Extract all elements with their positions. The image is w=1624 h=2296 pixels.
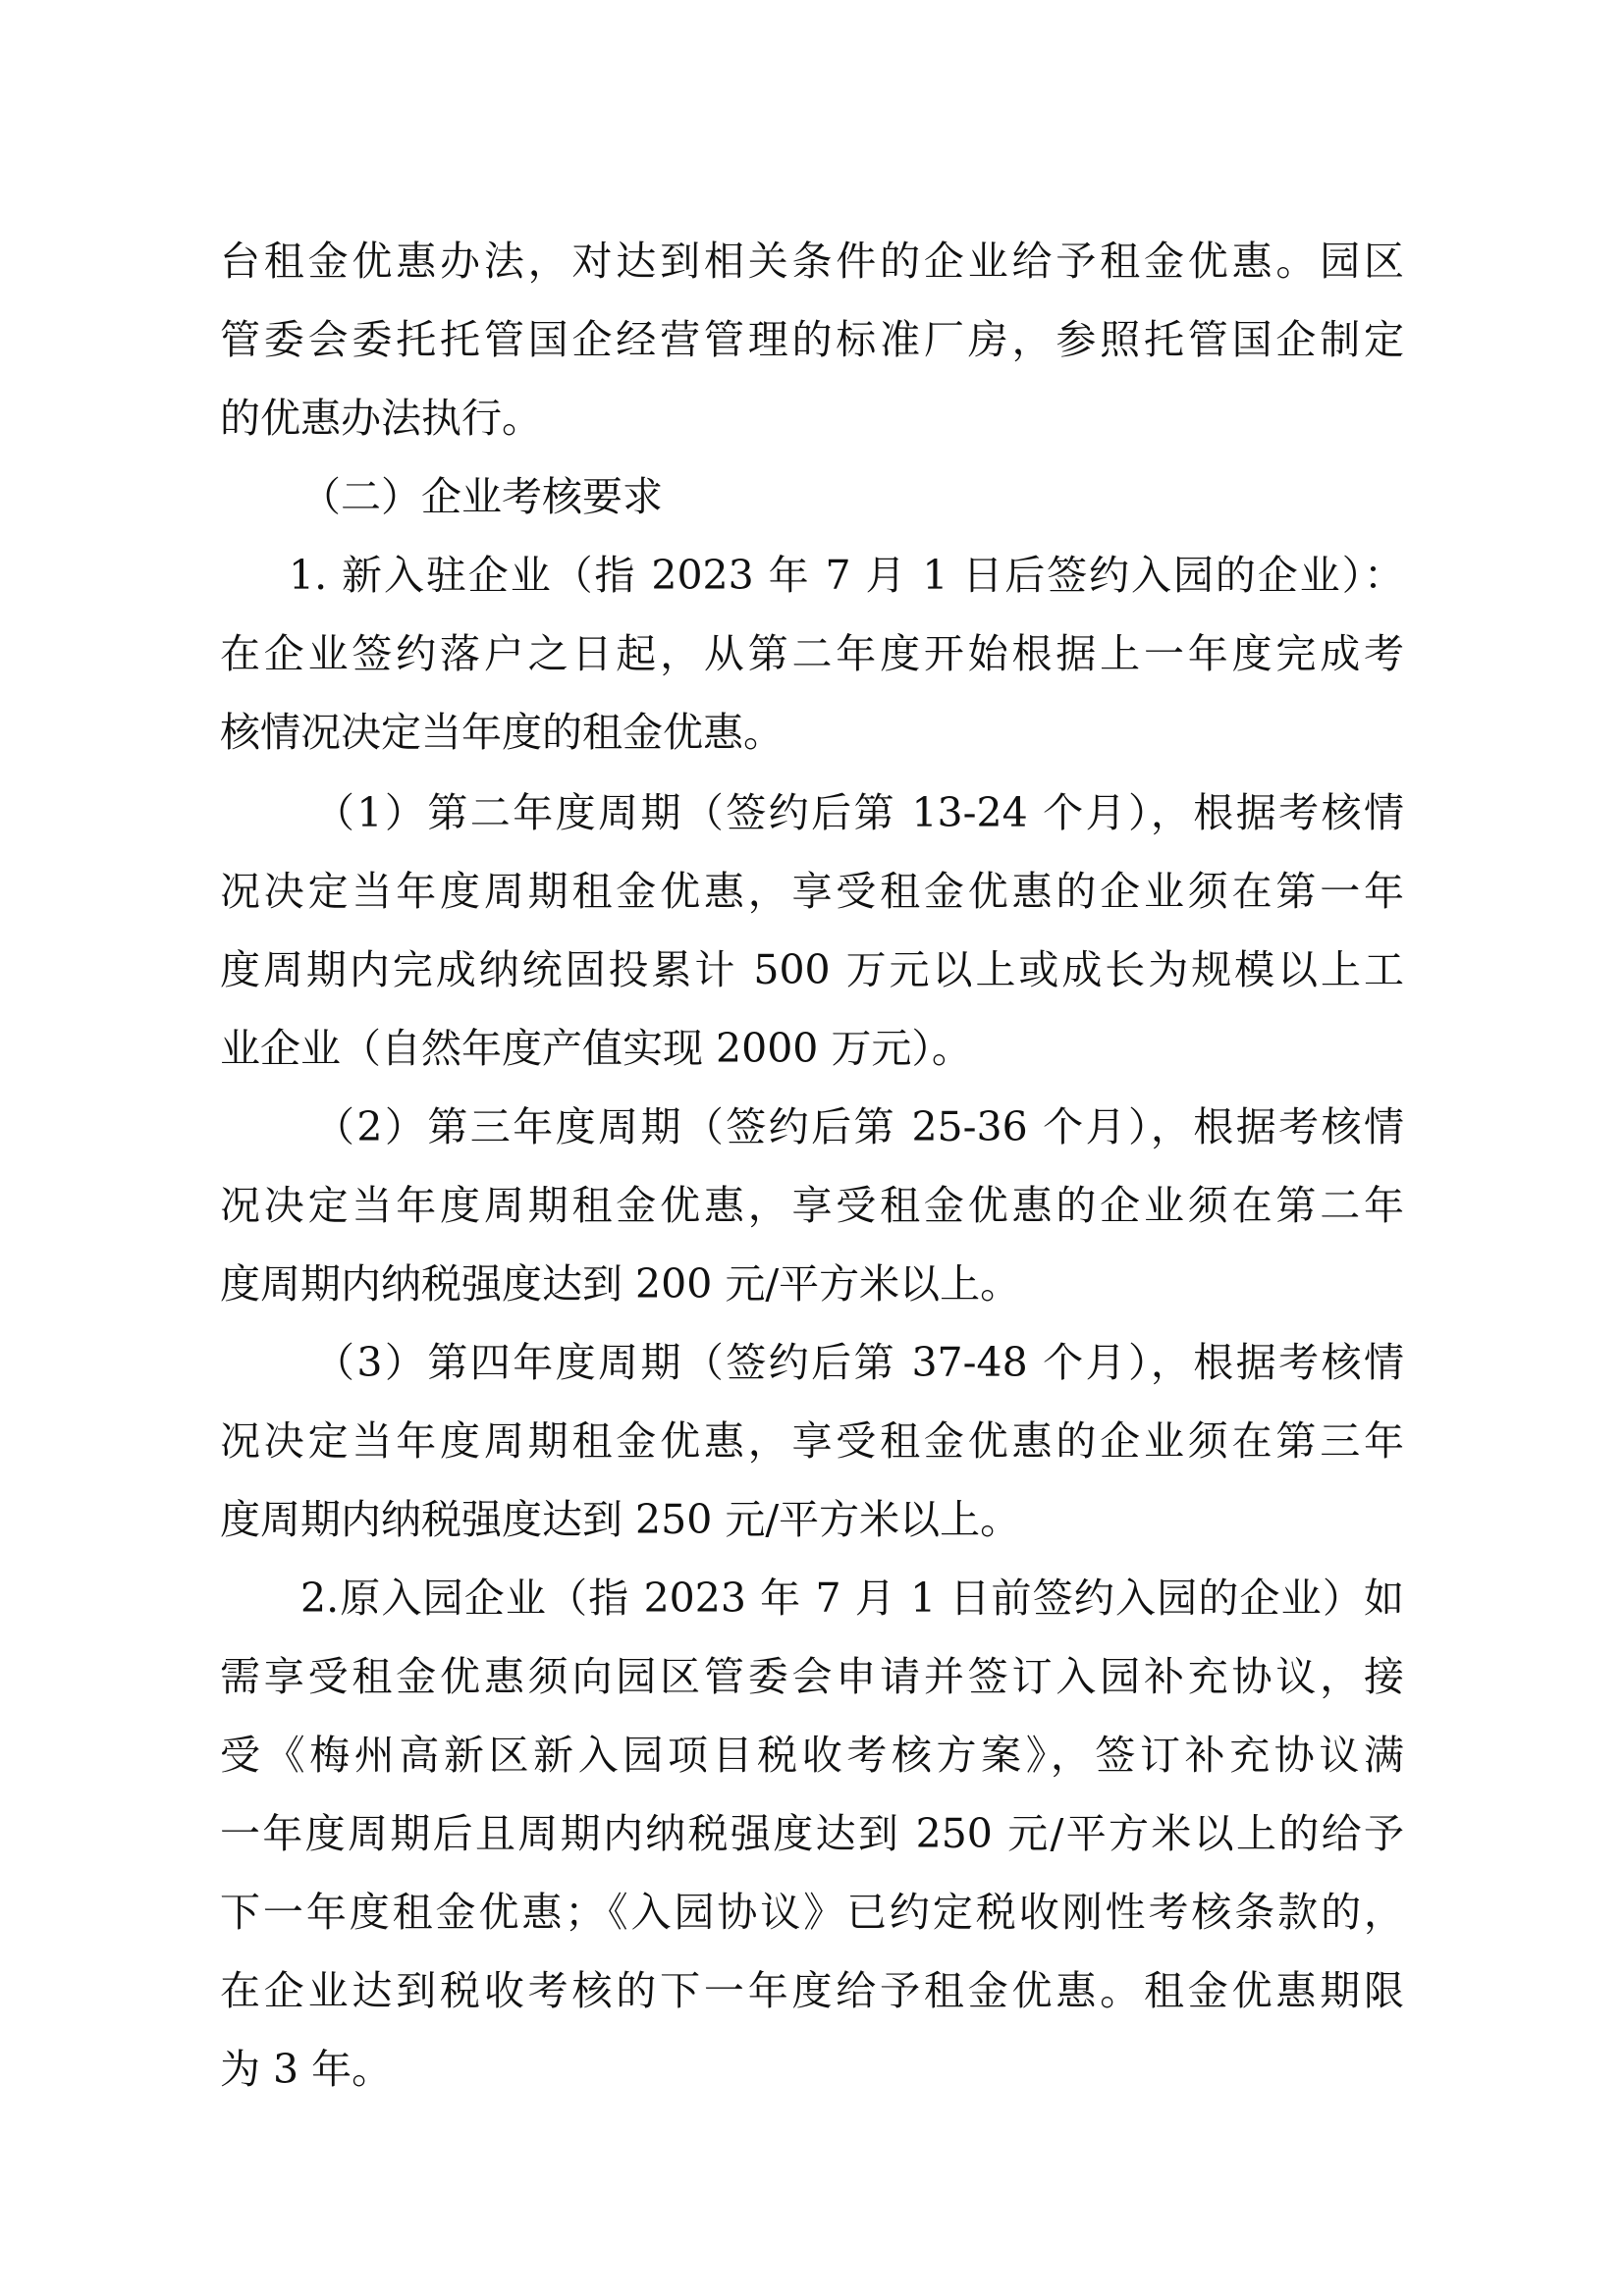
- paragraph-line: （1）第二年度周期（签约后第 13-24 个月），根据考核情: [314, 789, 1404, 836]
- paragraph-line: 况决定当年度周期租金优惠，享受租金优惠的企业须在第一年: [220, 868, 1404, 915]
- paragraph-line: 管委会委托托管国企经营管理的标准厂房，参照托管国企制定: [220, 316, 1404, 363]
- paragraph-line: 度周期内纳税强度达到 250 元/平方米以上。: [220, 1496, 1021, 1543]
- paragraph-line: 核情况决定当年度的租金优惠。: [220, 709, 784, 756]
- paragraph-line: 况决定当年度周期租金优惠，享受租金优惠的企业须在第二年: [220, 1182, 1404, 1229]
- paragraph-line: 一年度周期后且周期内纳税强度达到 250 元/平方米以上的给予: [220, 1810, 1404, 1857]
- section-heading: （二）企业考核要求: [300, 473, 663, 520]
- paragraph-line: 为 3 年。: [220, 2046, 393, 2093]
- paragraph-line: 业企业（自然年度产值实现 2000 万元）。: [220, 1025, 972, 1072]
- paragraph-line: 受《梅州高新区新入园项目税收考核方案》，签订补充协议满: [220, 1732, 1404, 1779]
- paragraph-line: 2.原入园企业（指 2023 年 7 月 1 日前签约入园的企业）如: [300, 1575, 1404, 1622]
- paragraph-line: 况决定当年度周期租金优惠，享受租金优惠的企业须在第三年: [220, 1417, 1404, 1465]
- paragraph-line: 需享受租金优惠须向园区管委会申请并签订入园补充协议，接: [220, 1653, 1404, 1700]
- paragraph-line: 下一年度租金优惠；《入园协议》已约定税收刚性考核条款的，: [220, 1889, 1404, 1936]
- paragraph-line: 在企业签约落户之日起，从第二年度开始根据上一年度完成考: [220, 630, 1404, 677]
- paragraph-line: 的优惠办法执行。: [220, 395, 542, 442]
- paragraph-line: （3）第四年度周期（签约后第 37-48 个月），根据考核情: [314, 1339, 1404, 1386]
- paragraph-line: 在企业达到税收考核的下一年度给予租金优惠。租金优惠期限: [220, 1967, 1404, 2014]
- paragraph-line: （2）第三年度周期（签约后第 25-36 个月），根据考核情: [314, 1103, 1404, 1150]
- paragraph-line: 度周期内完成纳统固投累计 500 万元以上或成长为规模以上工: [220, 946, 1404, 993]
- paragraph-line: 1. 新入驻企业（指 2023 年 7 月 1 日后签约入园的企业）：: [289, 552, 1404, 599]
- paragraph-line: 度周期内纳税强度达到 200 元/平方米以上。: [220, 1260, 1021, 1308]
- paragraph-line: 台租金优惠办法，对达到相关条件的企业给予租金优惠。园区: [220, 238, 1404, 285]
